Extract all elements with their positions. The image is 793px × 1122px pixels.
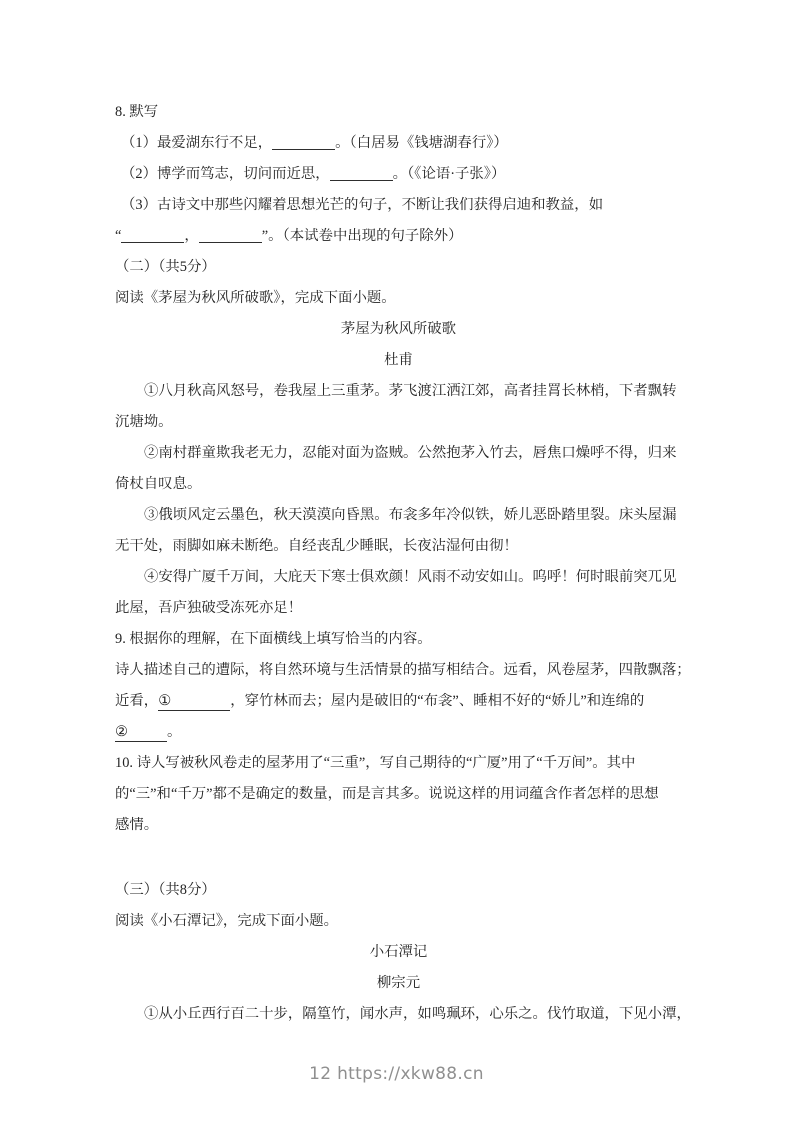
q8-item-3-blanks — [115, 221, 682, 252]
text-run: 。（《论语·子张》） — [392, 166, 506, 182]
q8-item-1 — [115, 128, 682, 159]
q10-line-2 — [115, 779, 682, 810]
text-run: （三）（共8分） — [115, 882, 216, 898]
essay-para-1-line-1 — [115, 999, 691, 1030]
answer-blank — [121, 237, 184, 243]
text-run: 近看， — [115, 693, 159, 709]
q8-item-3 — [115, 190, 682, 221]
numbered-answer-blank — [115, 725, 167, 742]
text-run: 茅屋为秋风所破歌 — [340, 321, 457, 337]
poem-author — [115, 345, 682, 376]
text-run: 9. 根据你的理解，在下面横线上填写恰当的内容。 — [115, 631, 432, 647]
q9-text-line-3 — [115, 717, 682, 748]
poem-para-4-line-2 — [115, 593, 682, 624]
text-run: ②南村群童欺我老无力，忍能对面为盗贼。公然抱茅入竹去，唇焦口燥呼不得，归来 — [144, 445, 677, 461]
circled-number: ② — [115, 724, 128, 740]
answer-blank — [199, 237, 262, 243]
q8-label — [115, 97, 682, 128]
essay-author — [115, 968, 682, 999]
text-run: 倚杖自叹息。 — [115, 476, 202, 492]
section-2-header — [115, 252, 682, 283]
q8-item-2 — [115, 159, 682, 190]
text-run: 感情。 — [115, 817, 159, 833]
text-run: ， — [184, 228, 199, 244]
poem-para-2-line-1 — [115, 438, 682, 469]
q10-line-3 — [115, 810, 682, 841]
section-3-intro — [115, 906, 682, 937]
text-run: （2）博学而笃志，切问而近思， — [121, 166, 330, 182]
poem-para-3-line-1 — [115, 500, 682, 531]
text-run: ，穿竹林而去；屋内是破旧的“布衾”、睡相不好的“娇儿”和连绵的 — [230, 693, 645, 709]
document-body — [115, 97, 691, 1030]
text-run: （3）古诗文中那些闪耀着思想光芒的句子，不断让我们获得启迪和教益，如 — [121, 197, 604, 213]
page-footer — [0, 1064, 793, 1084]
q10-line-1 — [115, 748, 682, 779]
text-run: 阅读《小石潭记》，完成下面小题。 — [115, 913, 339, 929]
text-run: ”。（本试卷中出现的句子除外） — [261, 228, 463, 244]
poem-para-1-line-2 — [115, 407, 682, 438]
text-run: ④安得广厦千万间，大庇天下寒士俱欢颜！风雨不动安如山。呜呼！何时眼前突兀见 — [144, 569, 677, 585]
page-number-and-url: 12 https://xkw88.cn — [309, 1064, 484, 1084]
text-run: “ — [115, 228, 122, 244]
text-run: 诗人描述自己的遭际，将自然环境与生活情景的描写相结合。远看，风卷屋茅，四散飘落； — [115, 662, 691, 678]
text-run: 的“三”和“千万”都不是确定的数量，而是言其多。说说这样的用词蕴含作者怎样的思想 — [115, 786, 659, 802]
text-run: 此屋，吾庐独破受冻死亦足！ — [115, 600, 303, 616]
text-run: 杜甫 — [384, 352, 413, 368]
poem-para-4-line-1 — [115, 562, 682, 593]
q9-label — [115, 624, 682, 655]
circled-number: ① — [158, 693, 172, 709]
text-run: 小石潭记 — [369, 944, 428, 960]
text-run: 10. 诗人写被秋风卷走的屋茅用了“三重”，写自己期待的“广厦”用了“千万间”。其中 — [115, 755, 636, 771]
answer-blank — [330, 175, 393, 181]
text-run: （二）（共5分） — [115, 259, 216, 275]
section-2-intro — [115, 283, 682, 314]
text-run: ③俄顷风定云墨色，秋天漠漠向昏黑。布衾多年冷似铁，娇儿恶卧踏里裂。床头屋漏 — [144, 507, 677, 523]
q9-text-line-2 — [115, 686, 682, 717]
text-run: 。 — [167, 724, 182, 740]
text-run: 。（白居易《钱塘湖春行》） — [335, 135, 508, 151]
text-run: 沉塘坳。 — [115, 414, 173, 430]
q9-text-line-1 — [115, 655, 691, 686]
answer-blank — [272, 144, 335, 150]
poem-para-2-line-2 — [115, 469, 682, 500]
text-run: （1）最爱湖东行不足， — [121, 135, 273, 151]
numbered-answer-blank — [158, 694, 230, 711]
text-run: ①从小丘西行百二十步，隔篁竹，闻水声，如鸣珮环，心乐之。伐竹取道，下见小潭， — [144, 1006, 691, 1022]
text-run: 8. 默写 — [115, 104, 159, 120]
text-run: 无干处，雨脚如麻未断绝。自经丧乱少睡眠，长夜沾湿何由彻！ — [115, 538, 518, 554]
text-run: 柳宗元 — [376, 975, 421, 991]
essay-title — [115, 937, 682, 968]
text-run: 阅读《茅屋为秋风所破歌》，完成下面小题。 — [115, 290, 396, 306]
poem-title — [115, 314, 682, 345]
poem-para-1-line-1 — [115, 376, 682, 407]
poem-para-3-line-2 — [115, 531, 682, 562]
section-3-header — [115, 875, 682, 906]
text-run: ①八月秋高风怒号，卷我屋上三重茅。茅飞渡江洒江郊，高者挂罥长林梢，下者飘转 — [144, 383, 677, 399]
